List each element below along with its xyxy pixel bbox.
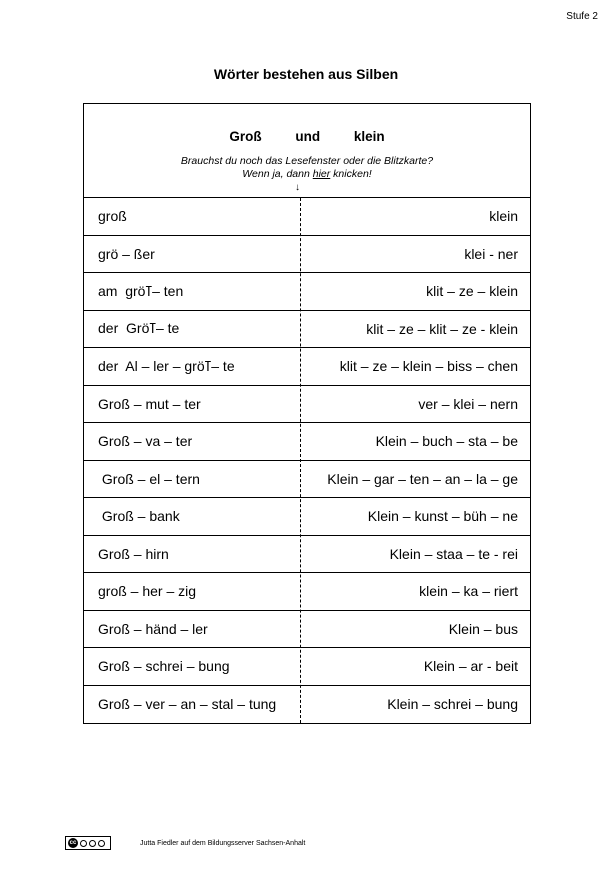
table-row — [84, 536, 530, 574]
gross-word-cell: Groß – ver – an – stal – tung — [98, 696, 277, 713]
fold-line — [300, 198, 301, 723]
klein-word-cell: klit – ze – klit – ze - klein — [366, 320, 518, 337]
fold-arrow-icon: ↓ — [295, 182, 300, 193]
author-credit: Jutta Fiedler auf dem Bildungsserver Sachsen-Anhalt — [140, 839, 306, 847]
table-header — [84, 104, 530, 198]
instruction-line-2: Wenn ja, dann hier knicken! — [242, 168, 372, 180]
table-row — [84, 236, 530, 274]
gross-word-cell: am gröߠ– ten — [98, 282, 184, 299]
level-label: Stufe 2 — [566, 11, 598, 22]
gross-word-cell: Groß – bank — [98, 508, 180, 525]
gross-word-cell: Groß – schrei – bung — [98, 658, 230, 675]
gross-word-cell: grö – ßer — [98, 245, 155, 262]
klein-word-cell: Klein – bus — [448, 620, 518, 637]
klein-word-cell: klei - ner — [464, 245, 518, 262]
klein-word-cell: ver – klei – nern — [418, 395, 518, 412]
klein-word-cell: Klein – kunst – büh – ne — [367, 508, 518, 525]
gross-word-cell: Groß – mut – ter — [98, 395, 201, 412]
gross-word-cell: Groß – el – tern — [98, 470, 200, 487]
heading-left: Groß — [229, 129, 262, 144]
klein-word-cell: klein – ka – riert — [419, 583, 518, 600]
table-row — [84, 198, 530, 236]
gross-word-cell: groß — [98, 208, 127, 225]
table-row — [84, 611, 530, 649]
klein-word-cell: Klein – staa – te - rei — [389, 545, 518, 562]
instruction-text — [84, 155, 530, 181]
gross-word-cell: Groß – va – ter — [98, 433, 193, 450]
table-row — [84, 498, 530, 536]
heading-mid: und — [295, 129, 321, 144]
table-row — [84, 648, 530, 686]
klein-word-cell: klit – ze – klein – biss – chen — [339, 358, 518, 375]
klein-word-cell: Klein – ar - beit — [423, 658, 518, 675]
table-row — [84, 686, 530, 724]
klein-word-cell: klein — [489, 208, 518, 225]
instruction-line-1: Brauchst du noch das Lesefenster oder die Blitzkarte? — [180, 155, 434, 167]
table-row — [84, 273, 530, 311]
syllable-table — [83, 103, 531, 724]
table-row — [84, 573, 530, 611]
gross-word-cell: groß – her – zig — [98, 583, 197, 600]
table-heading — [84, 129, 530, 144]
footer — [65, 836, 305, 850]
gross-word-cell: der Gröߠ– te — [98, 320, 180, 337]
table-row — [84, 386, 530, 424]
klein-word-cell: Klein – schrei – bung — [387, 696, 518, 713]
gross-word-cell: der Al – ler – gröߠ– te — [98, 357, 235, 374]
klein-word-cell: klit – ze – klein — [426, 283, 518, 300]
klein-word-cell: Klein – gar – ten – an – la – ge — [327, 470, 518, 487]
table-body — [84, 198, 530, 723]
klein-word-cell: Klein – buch – sta – be — [375, 433, 518, 450]
heading-right: klein — [353, 129, 385, 144]
page-title: Wörter bestehen aus Silben — [213, 66, 399, 82]
table-row — [84, 311, 530, 349]
table-row — [84, 423, 530, 461]
gross-word-cell: Groß – hirn — [98, 545, 169, 562]
fold-here-link: hier — [312, 168, 331, 180]
table-row — [84, 348, 530, 386]
table-row — [84, 461, 530, 499]
cc-license-icon: cc — [65, 836, 111, 850]
gross-word-cell: Groß – händ – ler — [98, 620, 208, 637]
